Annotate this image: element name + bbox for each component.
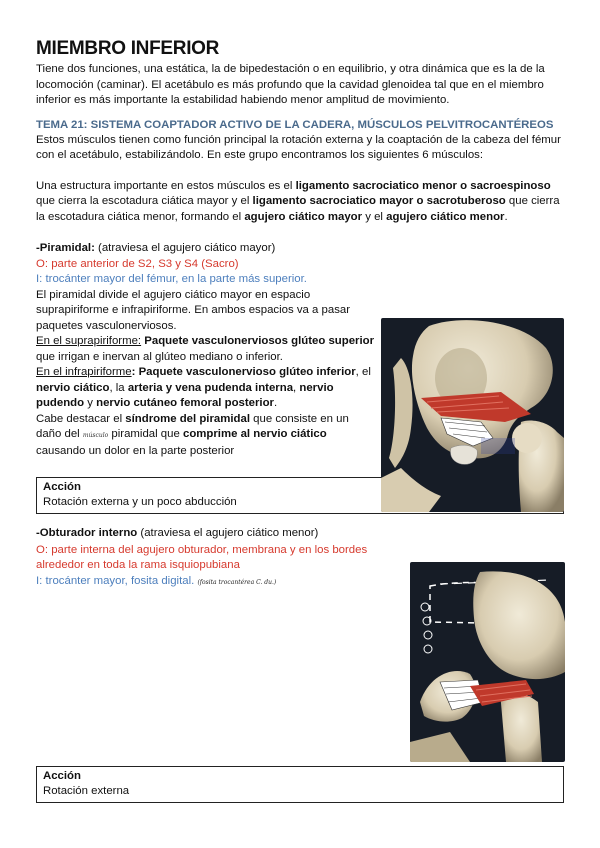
underlined-label: En el infrapiriforme xyxy=(36,366,132,378)
text-span: , la xyxy=(109,381,128,394)
accion-text: Rotación externa xyxy=(43,785,130,797)
text-span: : xyxy=(131,366,139,378)
topic-heading: TEMA 21: SISTEMA COAPTADOR ACTIVO DE LA CADERA, MÚSCULOS PELVITROCANTÉREOS xyxy=(36,118,554,131)
handwritten-note: (fosita trocantérea C. du.) xyxy=(197,578,277,586)
text-span: y xyxy=(84,397,97,409)
handwritten-note: músculo xyxy=(82,432,109,439)
pelvis-illustration xyxy=(381,318,564,512)
obturador-origin: O: parte interna del agujero obturador, membrana y en los bordes alrededor en toda la rama isquiopubiana xyxy=(36,543,368,571)
accion-box-obturador xyxy=(36,766,564,803)
ligament-paragraph xyxy=(36,179,564,226)
piramidal-description: El piramidal divide el agujero ciático mayor en espacio suprapiriforme e infrapiriforme. En ambos espacios va a pasar paquetes vasculonerviosos. xyxy=(36,288,351,332)
muscle-name: -Piramidal: xyxy=(36,242,95,254)
piramidal-insertion: I: trocánter mayor del fémur, en la parte más superior. xyxy=(36,273,307,285)
bold-term: ligamento sacrociatico menor o sacroespinoso xyxy=(295,179,551,192)
bold-term: arteria y vena pudenda interna xyxy=(127,381,294,394)
bold-term: síndrome del piramidal xyxy=(125,412,250,425)
text-span: que cierra la escotadura ciática menor, formando el xyxy=(36,195,560,223)
accion-heading: Acción xyxy=(43,770,81,782)
bold-term: Paquete vasculonervioso glúteo inferior xyxy=(138,366,356,378)
muscle-name-suffix: (atraviesa el agujero ciático mayor) xyxy=(94,242,276,254)
infrapiriforme-line xyxy=(36,365,376,412)
piramidal-section xyxy=(36,241,376,459)
piramidal-origin: O: parte anterior de S2, S3 y S4 (Sacro) xyxy=(36,257,239,270)
bold-term: nervio ciático xyxy=(36,381,110,394)
obturador-insertion xyxy=(36,574,398,591)
bold-term: comprime al nervio ciático xyxy=(182,428,327,440)
text-span: y el xyxy=(362,210,387,223)
bold-term: Paquete vasculonerviosos glúteo superior xyxy=(141,335,375,347)
bold-term: agujero ciático menor xyxy=(386,210,505,223)
text-span: que cierra la escotadura ciática mayor y el xyxy=(36,195,253,207)
obturador-section xyxy=(36,526,398,590)
text-span: que irrigan e inervan al glúteo mediano o inferior. xyxy=(36,350,283,363)
obturador-anatomy-image xyxy=(410,562,565,762)
topic-paragraph: Estos músculos tienen como función principal la rotación externa y la coaptación de la cabeza del fémur con el acetábulo, estabilizándolo. En este grupo encontramos los siguientes 6 músculos: xyxy=(36,133,561,161)
text-span: . xyxy=(274,397,278,409)
text-span: , el xyxy=(355,366,371,378)
muscle-name-suffix: (atraviesa el agujero ciático menor) xyxy=(137,527,319,539)
bold-term: nervio pudendo xyxy=(36,381,334,409)
text-span: , xyxy=(293,381,300,394)
bold-term: agujero ciático mayor xyxy=(244,210,363,223)
suprapiriforme-line xyxy=(36,334,376,365)
text-span: I: trocánter mayor, fosita digital. xyxy=(36,574,195,587)
text-span: Cabe destacar el xyxy=(36,412,126,425)
muscle-name: -Obturador interno xyxy=(36,527,138,539)
text-span: Una estructura importante en estos músculos es el xyxy=(36,179,296,192)
text-span: causando un dolor en la parte posterior xyxy=(36,444,235,457)
piramidal-anatomy-image xyxy=(381,318,564,512)
accion-heading: Acción xyxy=(43,481,81,493)
bold-term: nervio cutáneo femoral posterior xyxy=(96,397,274,409)
underlined-label: En el suprapiriforme: xyxy=(36,335,142,347)
piramidal-heading xyxy=(36,241,376,257)
accion-text: Rotación externa y un poco abducción xyxy=(43,496,237,508)
obturador-heading xyxy=(36,526,398,542)
page-title: MIEMBRO INFERIOR xyxy=(36,38,220,59)
text-span: . xyxy=(504,210,508,223)
intro-paragraph: Tiene dos funciones, una estática, la de bipedestación o en equilibrio, y otra dinámica que es la de la locomoción (caminar). El acetábulo es más profundo que la cavidad glenoidea tal que en el miembro inferior es más importante la estabilidad habiendo menor amplitud de movimiento. xyxy=(36,63,545,106)
text-span: que consiste en un daño del xyxy=(36,412,349,440)
text-span: piramidal que xyxy=(108,428,183,440)
pelvis-illustration xyxy=(410,562,565,762)
bold-term: ligamento sacrociatico mayor o sacrotuberoso xyxy=(252,195,506,207)
syndrome-line xyxy=(36,412,376,460)
